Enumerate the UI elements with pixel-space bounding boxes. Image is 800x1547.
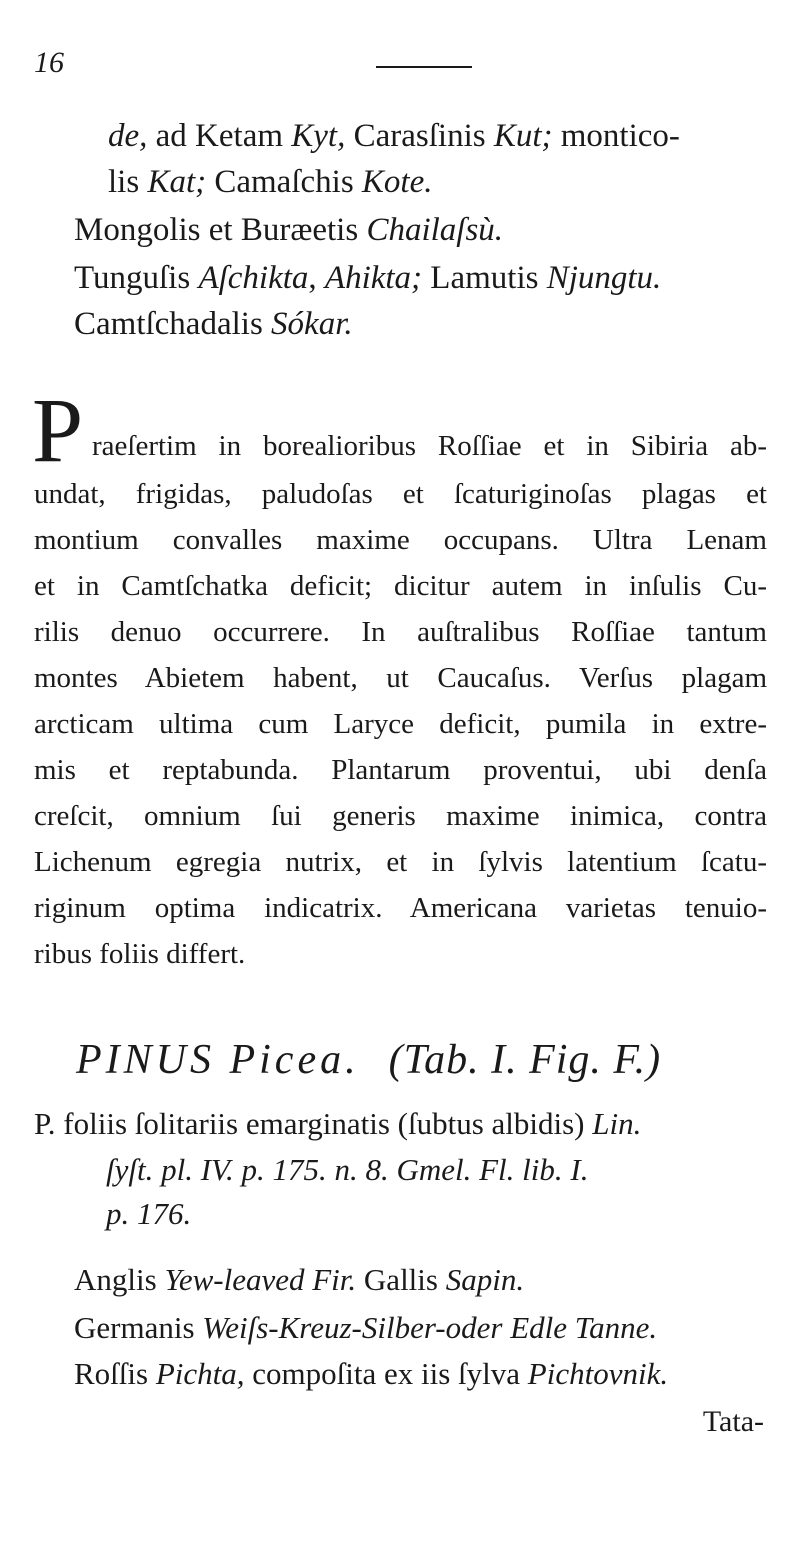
synonym-line: Camtſchadalis Sókar. xyxy=(74,306,353,342)
diagnosis-line: ſyſt. pl. IV. p. 175. n. 8. Gmel. Fl. lib. I. xyxy=(106,1152,589,1187)
paragraph-line: rilis denuo occurrere. In auſtralibus Roſſiae tantum xyxy=(34,616,767,648)
drop-cap: P xyxy=(32,379,84,481)
synonym-line: de, ad Ketam Kyt, Carasſinis Kut; montico- xyxy=(108,118,680,154)
synonym-line: lis Kat; Camaſchis Kote. xyxy=(108,164,433,200)
page-header xyxy=(28,42,768,82)
paragraph-line: creſcit, omnium ſui generis maxime inimica, contra xyxy=(34,800,767,832)
header-rule xyxy=(376,66,472,68)
vernacular-line: Roſſis Pichta, compoſita ex iis ſylva Pichtovnik. xyxy=(74,1356,669,1391)
paragraph-line: montes Abietem habent, ut Caucaſus. Verſus plagam xyxy=(34,662,767,694)
diagnosis-line: P. foliis ſolitariis emarginatis (ſubtus albidis) Lin. xyxy=(34,1106,642,1141)
paragraph-line: arcticam ultima cum Laryce deficit, pumila in extre- xyxy=(34,708,767,740)
paragraph-line: mis et reptabunda. Plantarum proventui, ubi denſa xyxy=(34,754,767,786)
paragraph-line: Lichenum egregia nutrix, et in ſylvis latentium ſcatu- xyxy=(34,846,767,878)
paragraph-line: et in Camtſchatka deficit; dicitur autem in inſulis Cu- xyxy=(34,570,767,602)
vernacular-line: Germanis Weiſs-Kreuz-Silber-oder Edle Tanne. xyxy=(74,1310,658,1345)
species-heading xyxy=(76,1032,661,1088)
synonym-line: Mongolis et Buræetis Chailaſsù. xyxy=(74,212,504,248)
paragraph-line: raeſertim in borealioribus Roſſiae et in Sibiria ab- xyxy=(92,430,767,462)
catchword: Tata- xyxy=(702,1405,764,1438)
paragraph-line: undat, frigidas, paludoſas et ſcaturiginoſas plagas et xyxy=(34,478,767,510)
species-name: PINUS Picea. xyxy=(76,1037,360,1083)
paragraph-line: ribus foliis differt. xyxy=(34,938,246,970)
vernacular-line: Anglis Yew-leaved Fir. Gallis Sapin. xyxy=(74,1262,525,1297)
synonym-line: Tunguſis Aſchikta, Ahikta; Lamutis Njungtu. xyxy=(74,260,662,296)
diagnosis-line: p. 176. xyxy=(106,1196,192,1231)
plate-reference: (Tab. I. Fig. F.) xyxy=(388,1037,662,1083)
page-number: 16 xyxy=(34,46,64,79)
paragraph-line: riginum optima indicatrix. Americana varietas tenuio- xyxy=(34,892,767,924)
paragraph-line: montium convalles maxime occupans. Ultra Lenam xyxy=(34,524,767,556)
